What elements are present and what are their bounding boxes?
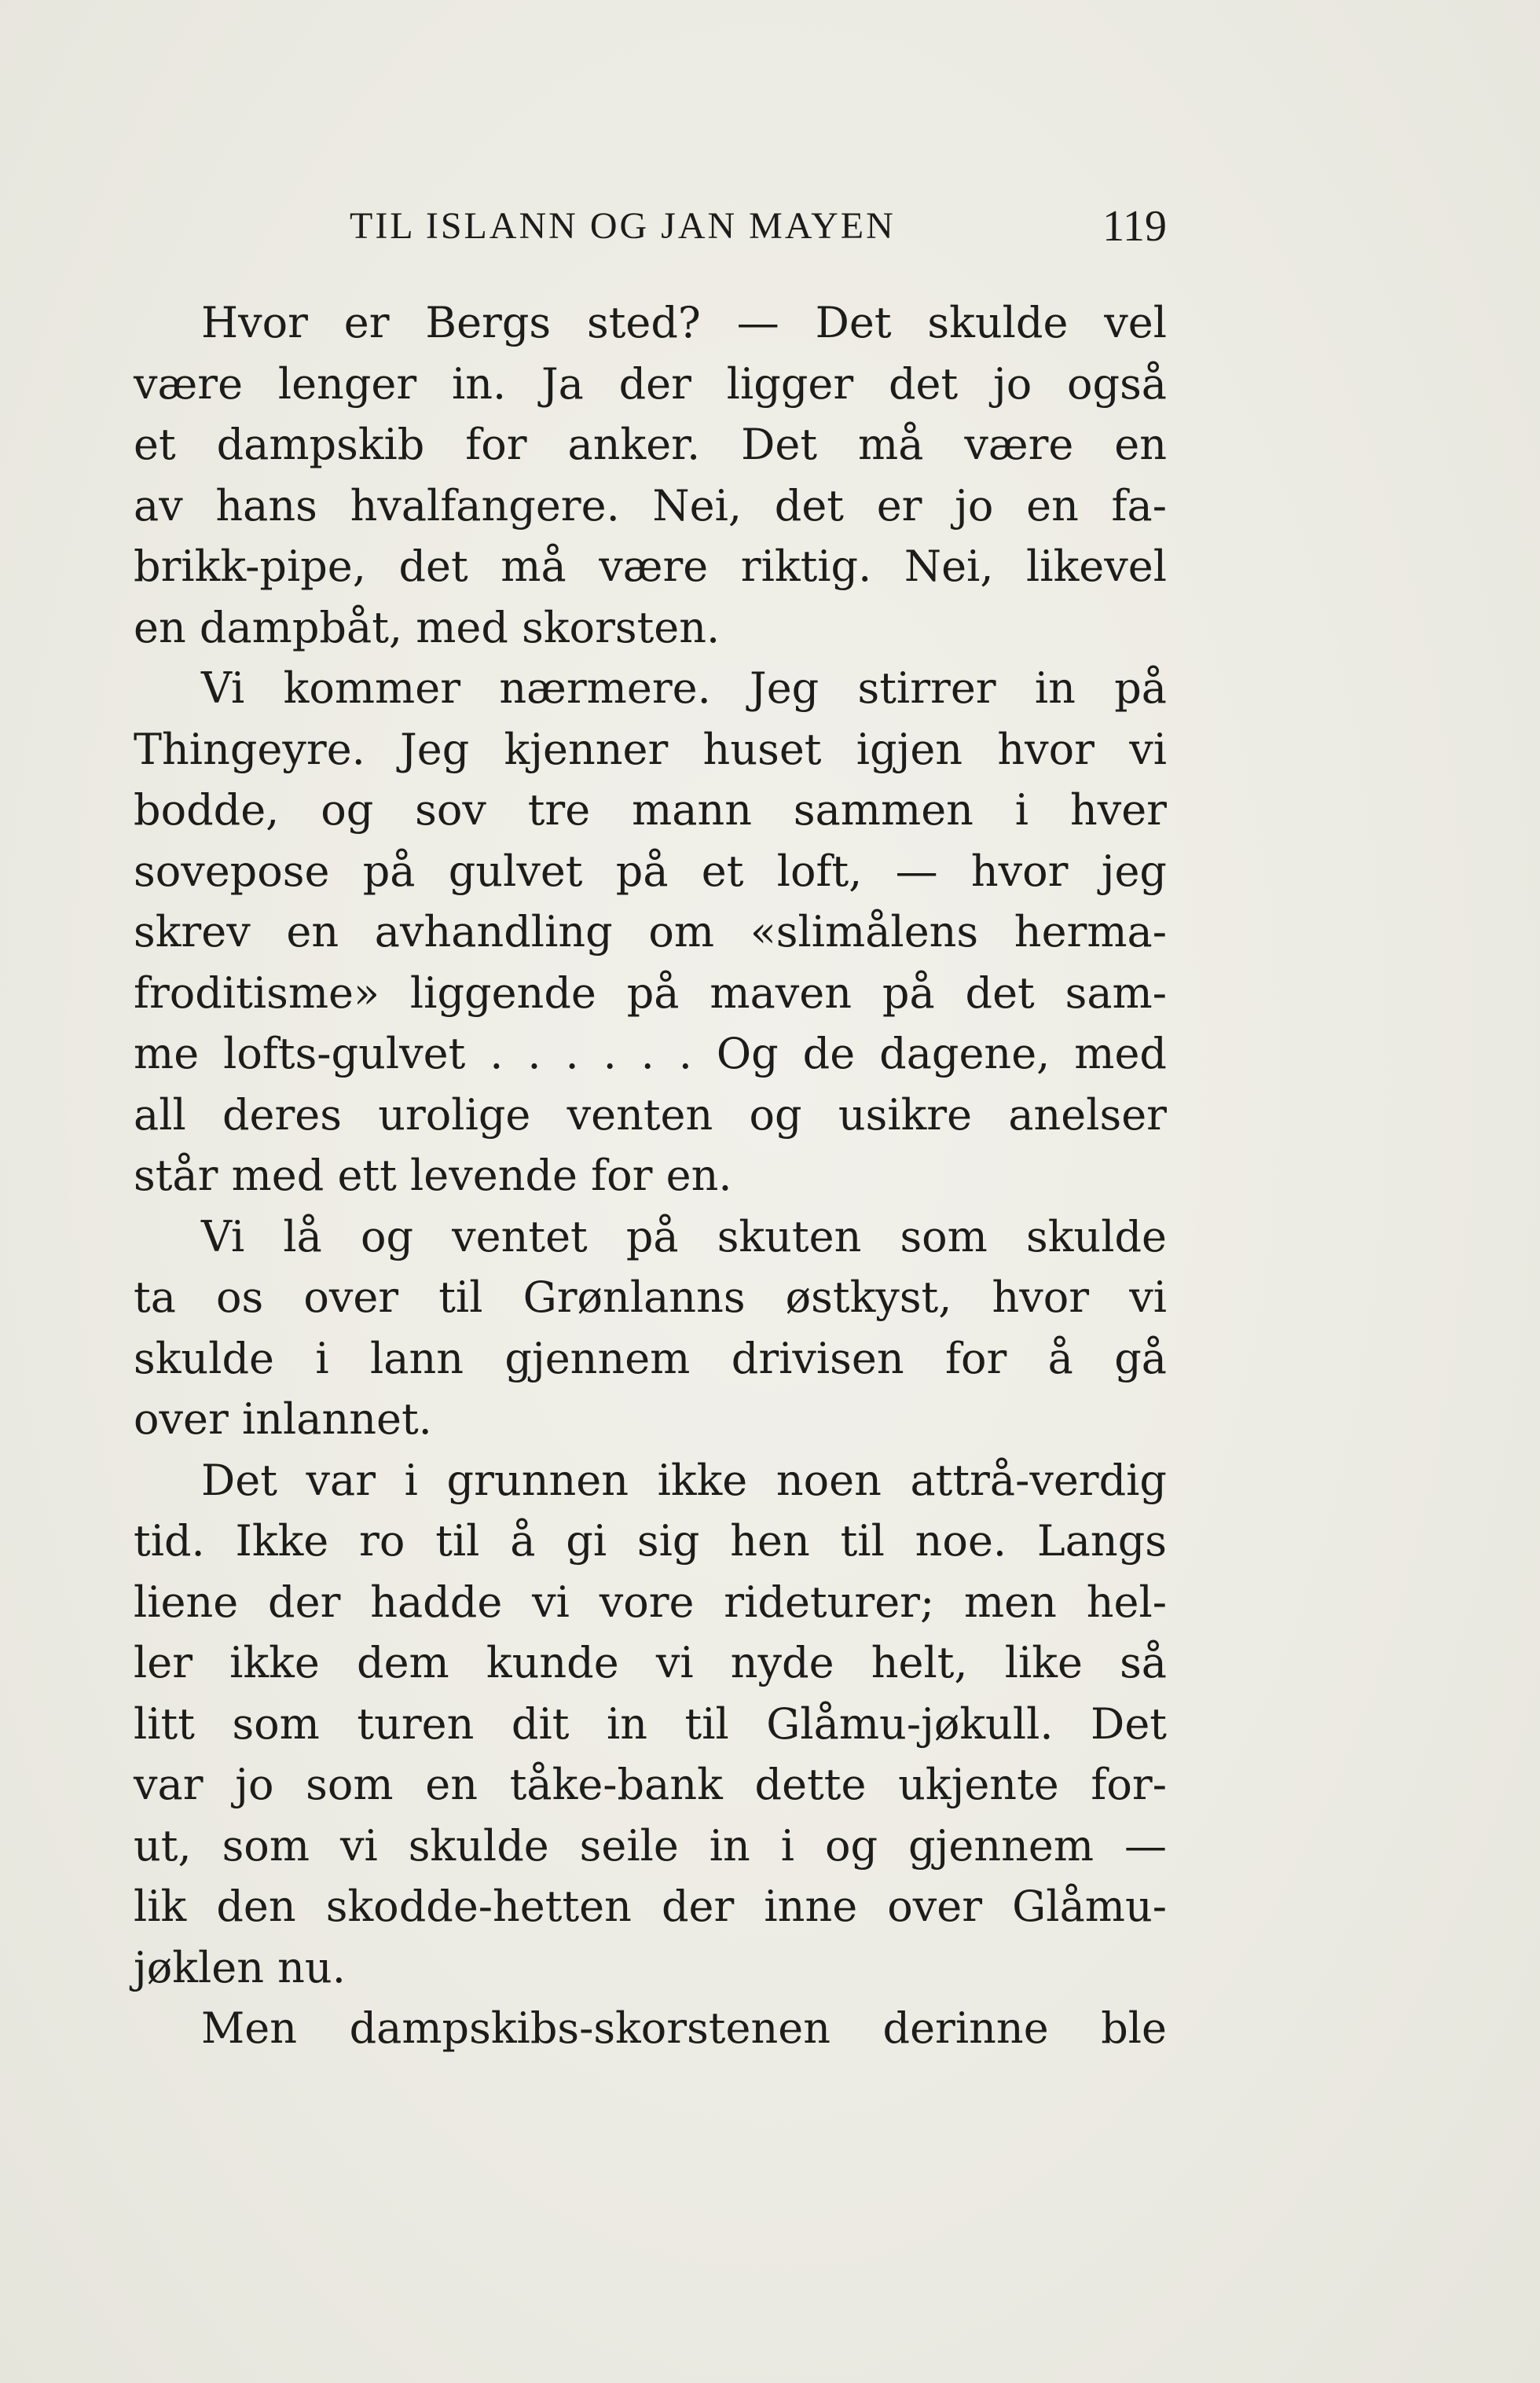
text-line: liene der hadde vi vore rideturer; men hel- [134,1577,1167,1627]
text-line: Det var i grunnen ikke noen attrå-verdig [201,1455,1167,1505]
text-line: av hans hvalfangere. Nei, det er jo en fa- [134,480,1167,531]
text-line: ut, som vi skulde seile in i og gjennem — [134,1820,1167,1871]
running-head [134,195,1167,258]
text-line: Hvor er Bergs sted? — Det skulde vel [201,298,1167,347]
body-text [134,292,1167,2059]
text-line: Men dampskibs-skorstenen derinne ble [201,2003,1167,2053]
text-line: en dampbåt, med skorsten. [134,602,720,652]
text-line: skulde i lann gjennem drivisen for å gå [134,1333,1167,1383]
text-line: ler ikke dem kunde vi nyde helt, like så [134,1638,1167,1687]
text-line: lik den skodde-hetten der inne over Glåmu- [134,1882,1167,1931]
text-line: bodde, og sov tre mann sammen i hver [134,785,1167,835]
text-line: froditisme» liggende på maven på det sam- [134,968,1167,1018]
running-title: TIL ISLANN OG JAN MAYEN [350,205,896,247]
text-line: ta os over til Grønlanns østkyst, hvor vi [134,1272,1167,1322]
text-line: var jo som en tåke-bank dette ukjente for- [134,1760,1167,1809]
text-line: Vi lå og ventet på skuten som skulde [201,1211,1167,1261]
text-line: litt som turen dit in til Glåmu-jøkull. Det [134,1698,1167,1749]
text-line: står med ett levende for en. [134,1151,732,1200]
text-line: Vi kommer nærmere. Jeg stirrer in på [201,663,1167,713]
text-line: tid. Ikke ro til å gi sig hen til noe. Langs [134,1516,1167,1566]
text-line: all deres urolige venten og usikre anelser [134,1089,1167,1140]
text-line: jøklen nu. [134,1942,346,1992]
text-line: være lenger in. Ja der ligger det jo også [134,358,1167,409]
text-line: skrev en avhandling om «slimålens herma- [134,907,1167,957]
text-line: et dampskib for anker. Det må være en [134,420,1167,469]
text-line: over inlannet. [134,1394,432,1444]
text-line: brikk-pipe, det må være riktig. Nei, likevel [134,542,1167,591]
text-line: me lofts-gulvet . . . . . . Og de dagene, med [134,1029,1167,1078]
text-line: Thingeyre. Jeg kjenner huset igjen hvor vi [134,724,1167,774]
text-line: sovepose på gulvet på et loft, — hvor jeg [134,846,1167,896]
page-number: 119 [1102,202,1167,251]
